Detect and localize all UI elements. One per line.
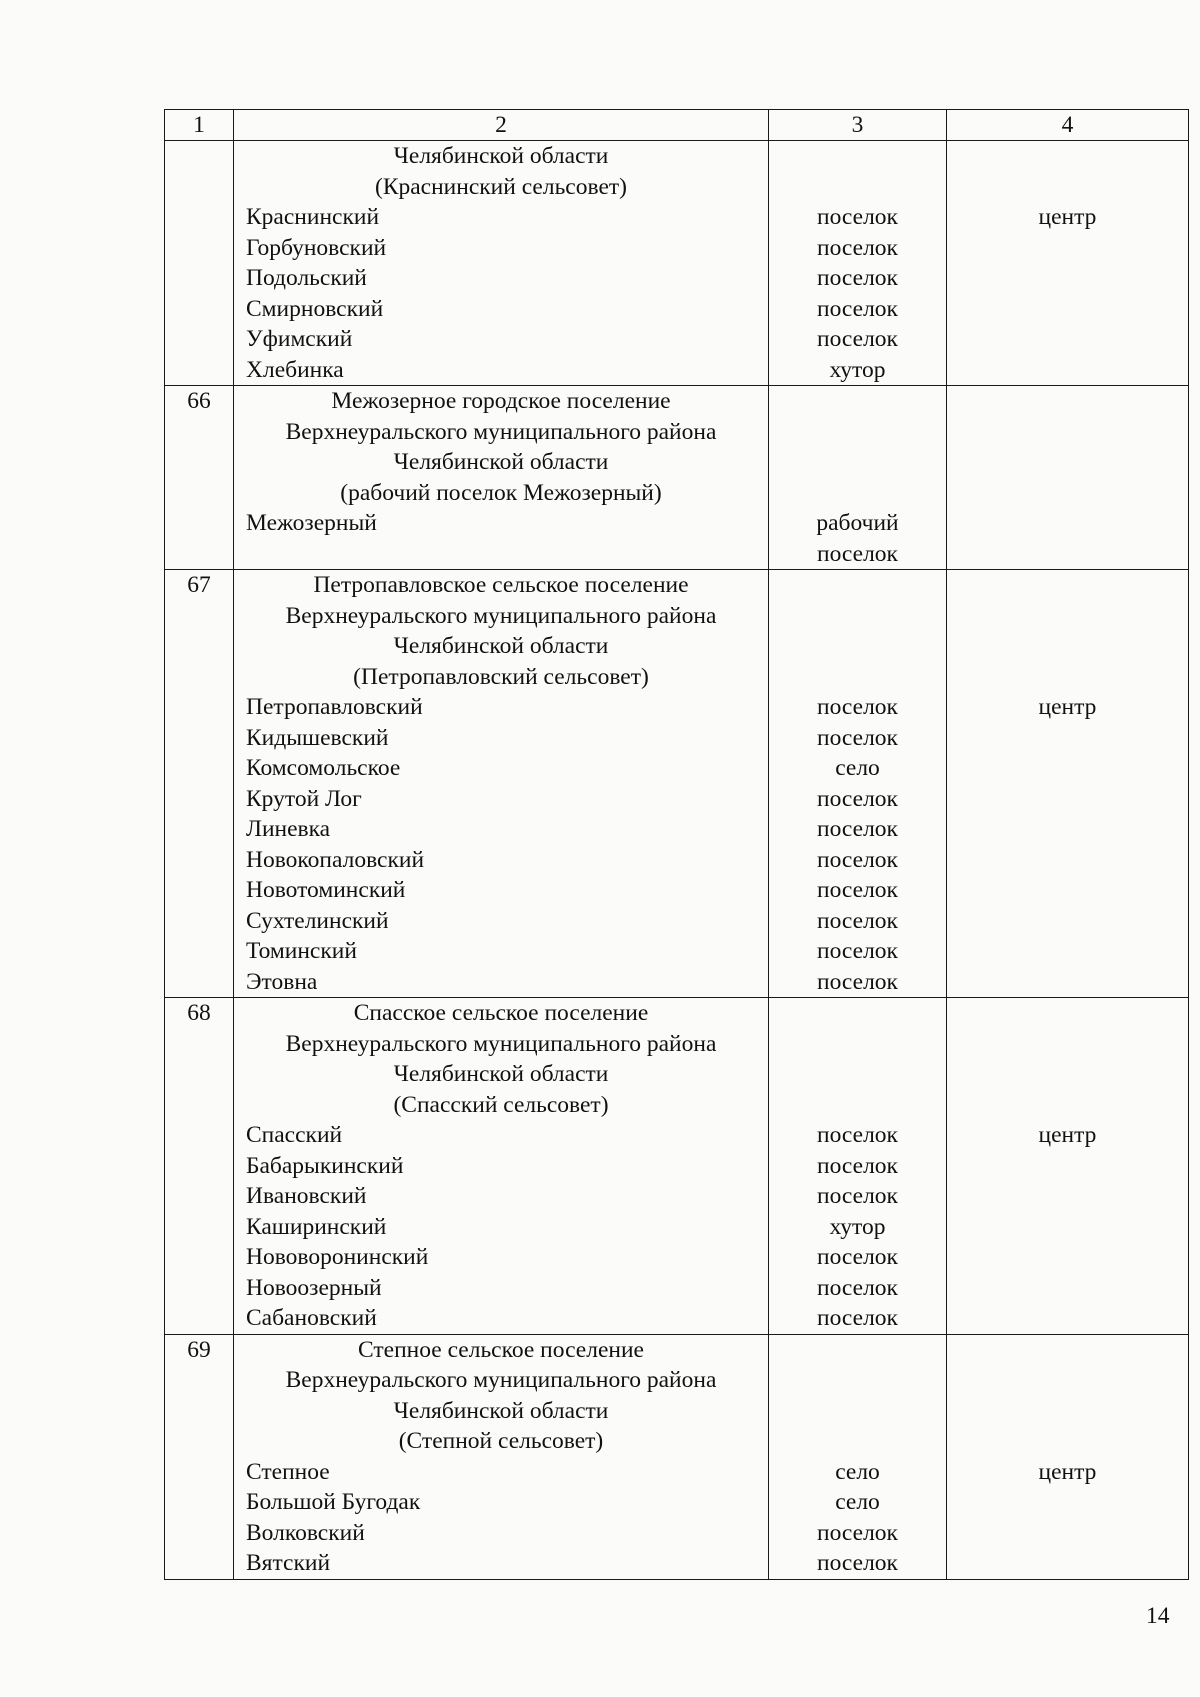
settlement-type: поселок (817, 326, 898, 352)
column-header-2: 2 (234, 110, 769, 141)
settlement-type: поселок (817, 816, 898, 842)
settlement-name: Межозерный (246, 510, 377, 536)
settlement-type: поселок (817, 694, 898, 720)
municipality-title-line: Челябинской области (393, 1397, 609, 1424)
spacer-line (769, 662, 946, 693)
municipality-title-line: Спасское сельское поселение (353, 1000, 649, 1026)
number-cell (165, 1334, 234, 1579)
spacer-line (947, 1029, 1188, 1060)
number-cell (165, 386, 234, 570)
spacer-line (947, 1335, 1188, 1366)
settlement-name: Нововоронинский (246, 1244, 429, 1270)
settlement-type: поселок (817, 877, 898, 903)
status-empty (947, 875, 1188, 906)
settlement-name: Смирновский (246, 295, 384, 322)
settlement-name: Краснинский (246, 204, 380, 230)
municipality-title-line: Верхнеуральского муниципального района (285, 418, 717, 445)
status-cell (947, 141, 1189, 386)
settlement-type: поселок (817, 1122, 898, 1148)
spacer-line (947, 417, 1188, 448)
status-empty (947, 845, 1188, 876)
settlement-name: Уфимский (246, 326, 353, 352)
status-empty (947, 967, 1188, 998)
settlement-name: Степное (246, 1458, 330, 1485)
type-cell (769, 1334, 947, 1579)
status-cell (947, 570, 1189, 998)
settlement-name: Сухтелинский (246, 907, 389, 934)
center-status: центр (1038, 204, 1097, 230)
settlement-type: поселок (817, 295, 898, 322)
spacer-line (947, 447, 1188, 478)
spacer-line (769, 478, 946, 509)
municipality-title-line: Челябинской области (393, 1061, 609, 1087)
status-cell (947, 998, 1189, 1335)
municipality-title-line: Челябинской области (393, 143, 609, 169)
settlement-type: село (835, 1458, 880, 1485)
table-row (165, 141, 1189, 386)
spacer-line (769, 998, 946, 1029)
municipality-title-line: Петропавловское сельское поселение (313, 572, 689, 598)
spacer-line (947, 1396, 1188, 1427)
status-empty (947, 1487, 1188, 1518)
status-empty (947, 294, 1188, 325)
spacer-line (947, 386, 1188, 417)
status-empty (947, 784, 1188, 815)
status-empty (947, 906, 1188, 937)
number-cell (165, 570, 234, 998)
row-number: 69 (187, 1336, 211, 1363)
spacer-line (769, 172, 946, 203)
name-cell (234, 141, 769, 386)
spacer-line (234, 539, 768, 570)
row-number (165, 141, 233, 172)
name-cell (234, 1334, 769, 1579)
settlement-name: Бабарыкинский (246, 1152, 404, 1179)
table-row (165, 998, 1189, 1335)
table-header-row (165, 110, 1189, 141)
column-header-4: 4 (947, 110, 1189, 141)
spacer-line (947, 141, 1188, 172)
spacer-line (769, 386, 946, 417)
spacer-line (947, 1365, 1188, 1396)
status-empty (947, 1151, 1188, 1182)
settlement-name: Комсомольское (246, 755, 401, 781)
status-empty (947, 508, 1188, 539)
spacer-line (947, 478, 1188, 509)
status-empty (947, 233, 1188, 264)
spacer-line (769, 1059, 946, 1090)
spacer-line (769, 1396, 946, 1427)
spacer-line (769, 570, 946, 601)
status-empty (947, 753, 1188, 784)
settlement-type: поселок (817, 540, 898, 567)
status-cell (947, 386, 1189, 570)
settlement-name: Сабановский (246, 1305, 377, 1331)
settlement-name: Новоозерный (246, 1274, 382, 1301)
center-status: центр (1038, 1458, 1097, 1485)
settlement-type: поселок (817, 724, 898, 751)
settlement-name: Ивановский (246, 1183, 367, 1209)
settlement-name: Петропавловский (246, 694, 423, 720)
municipality-title-line: (Петропавловский сельсовет) (353, 663, 649, 690)
status-empty (947, 1548, 1188, 1579)
settlements-table (164, 109, 1189, 1580)
settlement-type: село (835, 1489, 880, 1515)
municipality-title-line: Верхнеуральского муниципального района (285, 1030, 717, 1057)
settlement-type: поселок (817, 204, 898, 230)
settlement-type: поселок (817, 785, 898, 812)
status-empty (947, 1181, 1188, 1212)
settlement-name: Вятский (246, 1550, 331, 1576)
spacer-line (769, 631, 946, 662)
row-number: 68 (187, 1000, 211, 1026)
status-empty (947, 324, 1188, 355)
settlement-name: Горбуновский (246, 234, 387, 261)
row-number: 67 (187, 572, 211, 598)
table-body (165, 110, 1189, 1580)
municipality-title-line: Челябинской области (393, 633, 609, 659)
spacer-line (947, 1090, 1188, 1121)
name-cell (234, 998, 769, 1335)
status-empty (947, 355, 1188, 386)
table-row (165, 1334, 1189, 1579)
spacer-line (769, 1335, 946, 1366)
spacer-line (947, 631, 1188, 662)
spacer-line (947, 1059, 1188, 1090)
name-cell (234, 386, 769, 570)
center-status: центр (1038, 694, 1097, 720)
settlement-name: Новотоминский (246, 877, 406, 903)
settlement-type: рабочий (816, 510, 899, 536)
spacer-line (947, 539, 1188, 570)
column-header-1: 1 (165, 110, 234, 141)
settlement-name: Хлебинка (246, 356, 344, 383)
settlement-type: поселок (817, 1244, 898, 1270)
municipality-title-line: Челябинской области (393, 449, 609, 475)
settlement-type: поселок (817, 234, 898, 261)
status-empty (947, 1212, 1188, 1243)
spacer-line (947, 601, 1188, 632)
settlement-type: поселок (817, 1305, 898, 1331)
column-header-3: 3 (769, 110, 947, 141)
settlement-type: поселок (817, 1152, 898, 1179)
number-cell (165, 141, 234, 386)
status-empty (947, 723, 1188, 754)
settlement-name: Каширинский (246, 1213, 387, 1240)
table-row (165, 570, 1189, 998)
table-row (165, 386, 1189, 570)
status-empty (947, 936, 1188, 967)
type-cell (769, 570, 947, 998)
settlement-type: поселок (817, 1550, 898, 1576)
spacer-line (947, 662, 1188, 693)
municipality-title-line: (рабочий поселок Межозерный) (340, 479, 662, 506)
settlement-type: село (835, 755, 880, 781)
settlement-type: поселок (817, 846, 898, 873)
municipality-title-line: Верхнеуральского муниципального района (285, 1367, 717, 1393)
municipality-title-line: (Краснинский сельсовет) (375, 173, 627, 200)
settlement-type: поселок (817, 1274, 898, 1301)
settlement-name: Линевка (246, 816, 331, 842)
settlement-type: поселок (817, 907, 898, 934)
settlement-type: поселок (817, 1183, 898, 1209)
number-cell (165, 998, 234, 1335)
spacer-line (769, 417, 946, 448)
spacer-line (769, 447, 946, 478)
settlement-type: поселок (817, 265, 898, 291)
municipality-title-line: (Степной сельсовет) (398, 1428, 604, 1454)
settlement-type: хутор (829, 1213, 886, 1240)
settlement-name: Спасский (246, 1122, 343, 1148)
settlement-name: Этовна (246, 968, 318, 995)
spacer-line (947, 172, 1188, 203)
settlement-type: поселок (817, 968, 898, 995)
page-number: 14 (1146, 1603, 1170, 1629)
status-empty (947, 263, 1188, 294)
spacer-line (769, 1029, 946, 1060)
settlement-name: Томинский (246, 938, 357, 964)
municipality-title-line: Верхнеуральского муниципального района (285, 602, 717, 629)
municipality-title-line: (Спасский сельсовет) (393, 1091, 609, 1118)
spacer-line (769, 1090, 946, 1121)
settlement-name: Крутой Лог (246, 785, 362, 812)
settlement-type: поселок (817, 938, 898, 964)
status-empty (947, 1273, 1188, 1304)
spacer-line (947, 998, 1188, 1029)
status-empty (947, 814, 1188, 845)
type-cell (769, 141, 947, 386)
name-cell (234, 570, 769, 998)
status-empty (947, 1518, 1188, 1549)
municipality-title-line: Межозерное городское поселение (331, 388, 671, 414)
status-empty (947, 1242, 1188, 1273)
settlement-name: Большой Бугодак (246, 1489, 421, 1515)
status-empty (947, 1303, 1188, 1334)
row-number: 66 (187, 388, 211, 414)
status-cell (947, 1334, 1189, 1579)
spacer-line (947, 570, 1188, 601)
type-cell (769, 386, 947, 570)
settlement-name: Волковский (246, 1519, 365, 1546)
center-status: центр (1038, 1122, 1097, 1148)
settlement-type: хутор (829, 356, 886, 383)
spacer-line (769, 601, 946, 632)
settlement-type: поселок (817, 1519, 898, 1546)
municipality-title-line: Степное сельское поселение (358, 1336, 644, 1363)
settlement-name: Кидышевский (246, 724, 389, 751)
spacer-line (769, 1365, 946, 1396)
spacer-line (947, 1426, 1188, 1457)
spacer-line (769, 1426, 946, 1457)
settlement-name: Подольский (246, 265, 367, 291)
spacer-line (769, 141, 946, 172)
settlement-name: Новокопаловский (246, 846, 425, 873)
type-cell (769, 998, 947, 1335)
